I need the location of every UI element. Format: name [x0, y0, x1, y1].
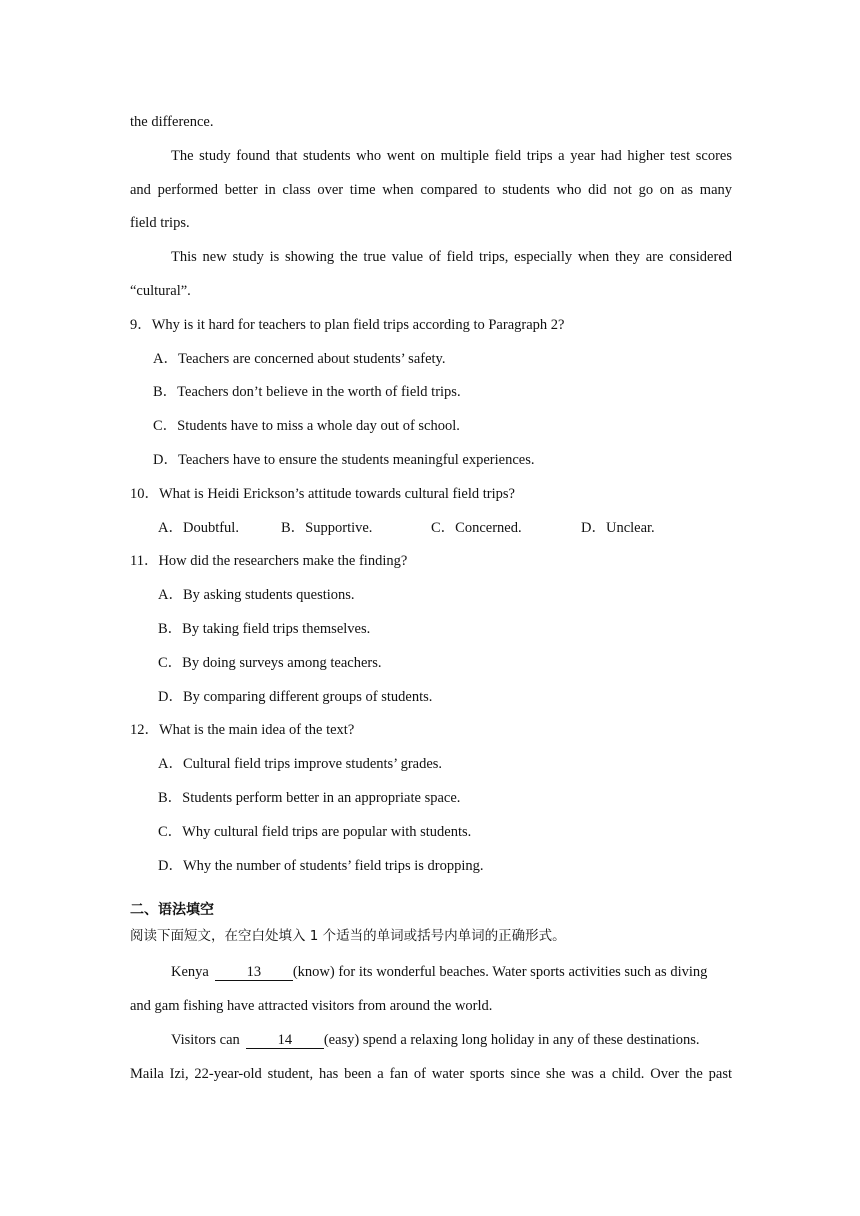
sentence-rest: (easy) spend a relaxing long holiday in any of these destinations.: [323, 1031, 700, 1048]
answer-options-row: [130, 512, 732, 546]
question-stem: 12．What is the main idea of the text?: [130, 722, 355, 739]
question-stem: 11．How did the researchers make the finding?: [130, 553, 408, 570]
paragraph-line: field trips.: [130, 215, 190, 232]
answer-option: B．Students perform better in an appropriate space.: [158, 789, 461, 806]
answer-option: D．Unclear.: [581, 519, 655, 536]
blank-13[interactable]: 13: [215, 964, 293, 981]
paragraph-line: This new study is showing the true value of field trips, especially when they are considered: [171, 249, 732, 266]
question-stem: 10．What is Heidi Erickson’s attitude towards cultural field trips?: [130, 485, 515, 502]
answer-option: D．By comparing different groups of students.: [158, 688, 433, 705]
paragraph-line: “cultural”.: [130, 282, 191, 299]
question-stem: 9．Why is it hard for teachers to plan field trips according to Paragraph 2?: [130, 316, 565, 333]
sentence-rest: (know) for its wonderful beaches. Water sports activities such as diving: [292, 964, 708, 981]
answer-option: D．Teachers have to ensure the students meaningful experiences.: [153, 451, 535, 468]
paragraph-line: the difference.: [130, 114, 214, 130]
answer-option: B．Teachers don’t believe in the worth of field trips.: [153, 384, 461, 401]
answer-option: C．Students have to miss a whole day out of school.: [153, 418, 460, 435]
sentence-start: Kenya: [171, 964, 209, 981]
paragraph-line: [130, 1024, 732, 1058]
document-page: [130, 106, 732, 1092]
paragraph-line: The study found that students who went on multiple field trips a year had higher test scores: [171, 147, 732, 164]
answer-option: B．Supportive.: [281, 519, 373, 536]
answer-option: B．By taking field trips themselves.: [158, 620, 371, 637]
section-heading: 二、语法填空: [130, 902, 214, 919]
answer-option: C．By doing surveys among teachers.: [158, 654, 382, 671]
answer-option: A．Teachers are concerned about students’ safety.: [153, 350, 446, 367]
blank-14[interactable]: 14: [246, 1032, 324, 1049]
answer-option: A．By asking students questions.: [158, 587, 355, 604]
answer-option: C．Why cultural field trips are popular with students.: [158, 823, 472, 840]
paragraph-line: [130, 956, 732, 990]
section-instruction: 阅读下面短文，在空白处填入 1 个适当的单词或括号内单词的正确形式。: [130, 928, 566, 945]
paragraph-line: and gam fishing have attracted visitors from around the world.: [130, 998, 493, 1015]
paragraph-line: and performed better in class over time when compared to students who did not go on as many: [130, 181, 732, 198]
answer-option: A．Doubtful.: [158, 519, 239, 536]
answer-option: C．Concerned.: [431, 519, 522, 536]
paragraph-line: Maila Izi, 22-year-old student, has been a fan of water sports since she was a child. Over the past: [130, 1065, 732, 1082]
answer-option: D．Why the number of students’ field trips is dropping.: [158, 857, 484, 874]
sentence-start: Visitors can: [171, 1031, 240, 1048]
answer-option: A．Cultural field trips improve students’ grades.: [158, 756, 443, 773]
